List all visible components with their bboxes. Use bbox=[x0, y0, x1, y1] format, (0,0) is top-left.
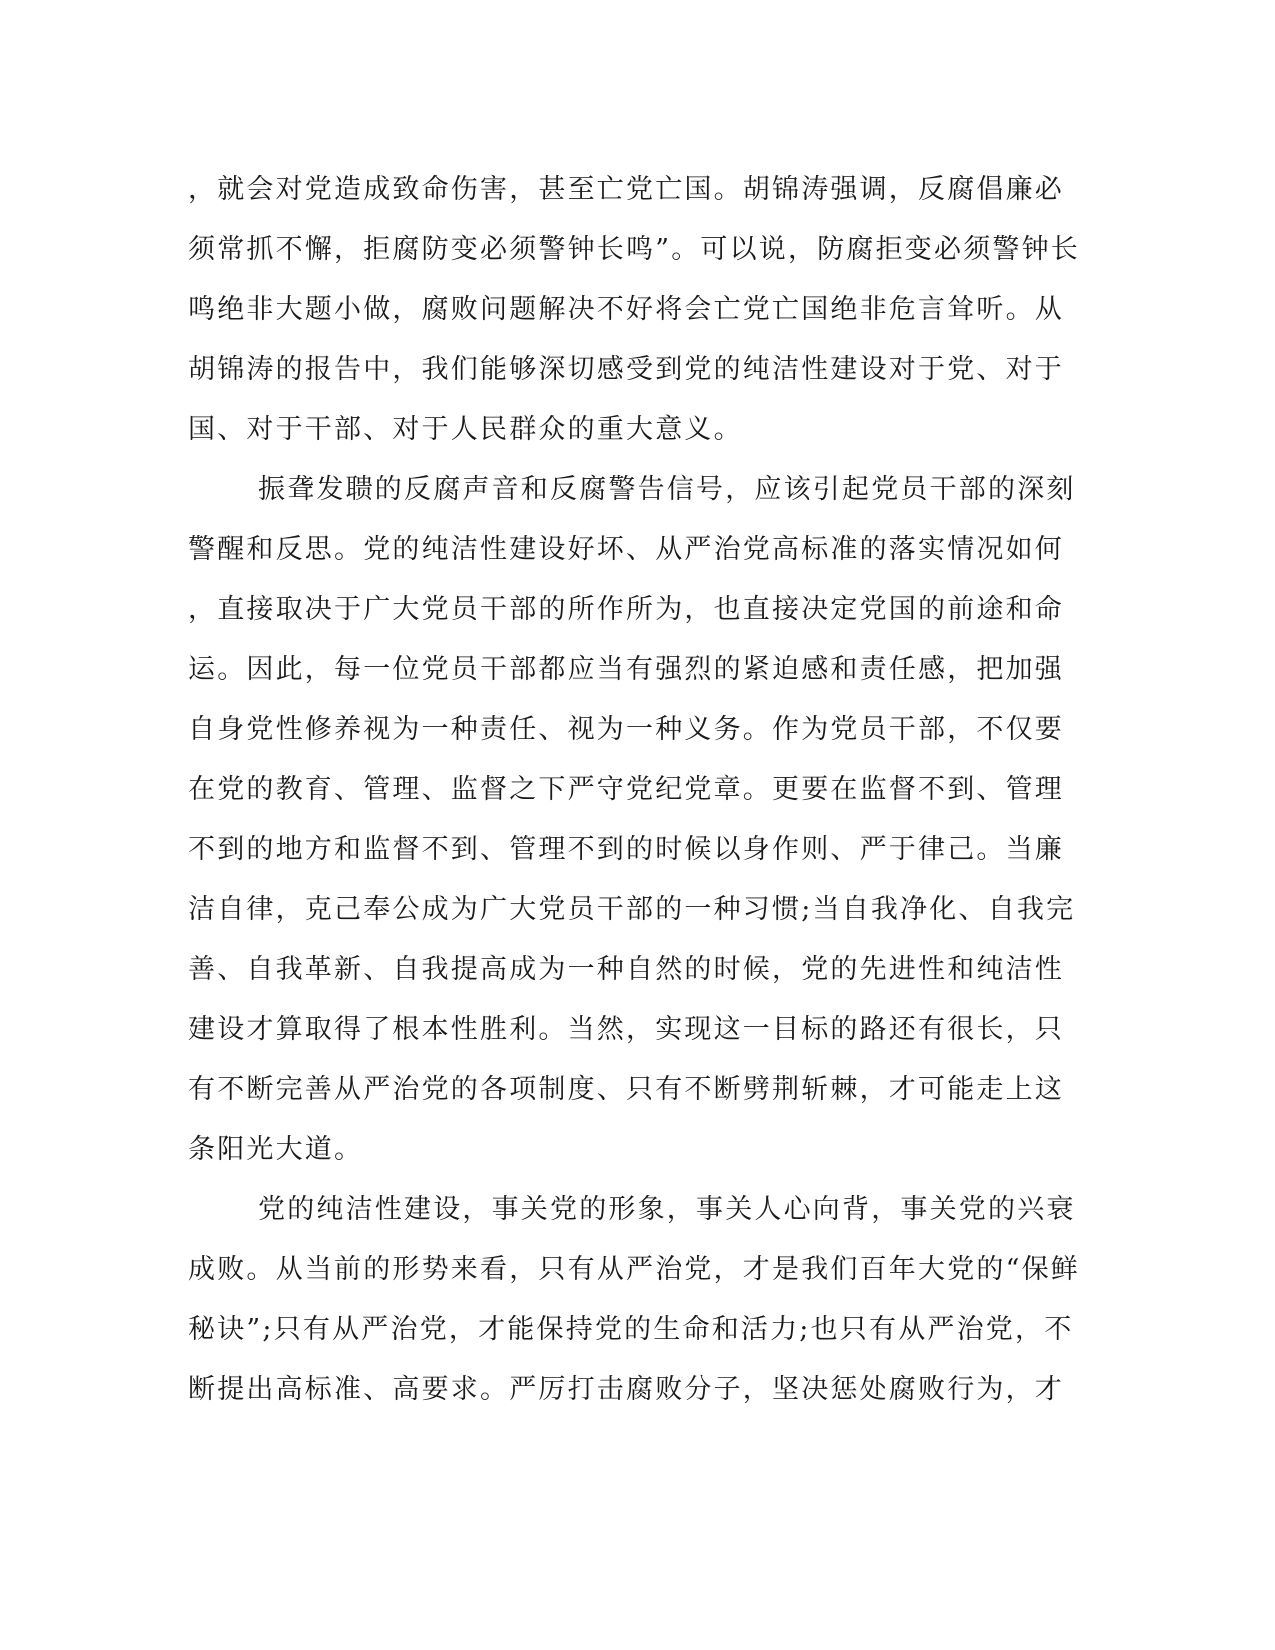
text-line: 警醒和反思。党的纯洁性建设好坏、从严治党高标准的落实情况如何 bbox=[188, 534, 1064, 565]
text-line: 胡锦涛的报告中，我们能够深切感受到党的纯洁性建设对于党、对于 bbox=[188, 354, 1064, 385]
body-text bbox=[188, 160, 1088, 1420]
text-line: 断提出高标准、高要求。严厉打击腐败分子，坚决惩处腐败行为，才 bbox=[188, 1374, 1064, 1405]
text-line: 建设才算取得了根本性胜利。当然，实现这一目标的路还有很长，只 bbox=[188, 1014, 1064, 1045]
text-line: 运。因此，每一位党员干部都应当有强烈的紧迫感和责任感，把加强 bbox=[188, 654, 1064, 685]
paragraph-3 bbox=[188, 1180, 1088, 1420]
text-line: 在党的教育、管理、监督之下严守党纪党章。更要在监督不到、管理 bbox=[188, 774, 1064, 805]
text-line-indented: 党的纯洁性建设，事关党的形象，事关人心向背，事关党的兴衰 bbox=[258, 1194, 1076, 1225]
paragraph-1 bbox=[188, 160, 1088, 460]
text-line: 须常抓不懈，拒腐防变必须警钟长鸣”。可以说，防腐拒变必须警钟长 bbox=[188, 234, 1081, 265]
text-line: 成败。从当前的形势来看，只有从严治党，才是我们百年大党的“保鲜 bbox=[188, 1254, 1081, 1285]
text-line: 国、对于干部、对于人民群众的重大意义。 bbox=[188, 414, 743, 445]
text-line: 鸣绝非大题小做，腐败问题解决不好将会亡党亡国绝非危言耸听。从 bbox=[188, 294, 1064, 325]
text-line: 秘诀”;只有从严治党，才能保持党的生命和活力;也只有从严治党，不 bbox=[188, 1314, 1074, 1345]
text-line: ，就会对党造成致命伤害，甚至亡党亡国。胡锦涛强调，反腐倡廉必 bbox=[188, 174, 1064, 205]
text-line: 不到的地方和监督不到、管理不到的时候以身作则、严于律己。当廉 bbox=[188, 834, 1064, 865]
text-line-indented: 振聋发聩的反腐声音和反腐警告信号，应该引起党员干部的深刻 bbox=[258, 474, 1076, 505]
text-line: 条阳光大道。 bbox=[188, 1134, 364, 1165]
paragraph-2 bbox=[188, 460, 1088, 1180]
text-line: 洁自律，克己奉公成为广大党员干部的一种习惯;当自我净化、自我完 bbox=[188, 894, 1076, 925]
text-line: 善、自我革新、自我提高成为一种自然的时候，党的先进性和纯洁性 bbox=[188, 954, 1064, 985]
text-line: 有不断完善从严治党的各项制度、只有不断劈荆斩棘，才可能走上这 bbox=[188, 1074, 1064, 1105]
text-line: ，直接取决于广大党员干部的所作所为，也直接决定党国的前途和命 bbox=[188, 594, 1064, 625]
text-line: 自身党性修养视为一种责任、视为一种义务。作为党员干部，不仅要 bbox=[188, 714, 1064, 745]
